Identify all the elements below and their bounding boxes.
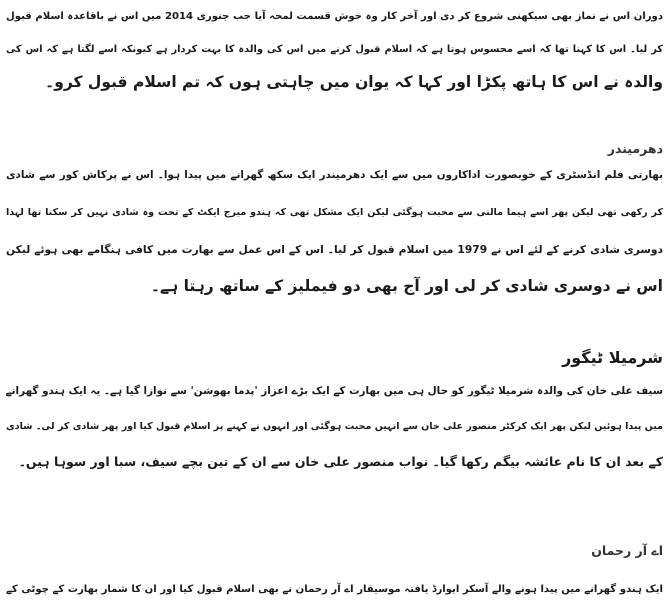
ar-rahman-paragraph (6, 572, 663, 600)
section-heading-dharmendra: دھرمیندر (607, 141, 663, 156)
paragraph-line: دوسری شادی کرنے کے لئے اس نے 1979 میں اسلام قبول کر لیا۔ اس کے اس عمل سے بھارت میں کافی ہنگامے بھی ہوئے لیکن (6, 243, 663, 256)
paragraph-line: میں پیدا ہوئیں لیکن پھر ایک کرکٹر منصور علی خان سے انہیں محبت ہوگئی اور انہوں نے کہنے پر اسلام قبول کیا اور پھر شادی کر لی۔ شادی (6, 421, 663, 432)
paragraph-line: ایک ہندو گھرانے میں پیدا ہونے والے آسکر ایوارڈ یافتہ موسیقار اے آر رحمان نے بھی اسلام قبول کیا اور ان کا شمار بھارت کے چوٹی کے (6, 584, 663, 595)
intro-paragraph (6, 0, 663, 99)
paragraph-line: بھارتی فلم انڈسٹری کے خوبصورت اداکاروں میں سے ایک دھرمیندر ایک سکھ گھرانے میں پیدا ہوا۔ اس نے پرکاش کور سے شادی (6, 169, 663, 181)
section-heading-sharmila-tagore: شرمیلا ٹیگور (562, 348, 663, 367)
paragraph-line: والدہ نے اس کا ہاتھ پکڑا اور کہا کہ یوان میں چاہتی ہوں کہ تم اسلام قبول کرو۔ (45, 73, 663, 91)
paragraph-line: کے بعد ان کا نام عائشہ بیگم رکھا گیا۔ نواب منصور علی خان سے ان کے تین بچے سیف، سبا اور سوہا ہیں۔ (18, 454, 663, 469)
paragraph-line: اس نے دوسری شادی کر لی اور آج بھی دو فیملیز کے ساتھ رہتا ہے۔ (150, 277, 663, 295)
paragraph-line: کر رکھی تھی لیکن پھر اسے ہیما مالنی سے محبت ہوگئی لیکن ایک مشکل تھی کہ ہندو میرج ایکٹ کے تحت وہ شادی نہیں کر سکتا تھا لہذا (6, 207, 663, 218)
paragraph-line: کر لیا۔ اس کا کہنا تھا کہ اسے محسوس ہوتا ہے کہ اسلام قبول کرنے میں اس کی والدہ کا بہت کردار ہے کیونکہ اسے لگتا ہے کہ اس کی (6, 44, 663, 55)
paragraph-line: سیف علی خان کی والدہ شرمیلا ٹیگور کو حال ہی میں بھارت کے ایک بڑے اعزاز 'پدما بھوشن' سے نوازا گیا ہے۔ یہ ایک ہندو گھرانے (6, 385, 663, 397)
section-heading-ar-rahman: اے آر رحمان (591, 543, 663, 558)
paragraph-line: دوران اس نے نماز بھی سیکھنی شروع کر دی اور آخر کار وہ خوش قسمت لمحہ آیا جب جنوری 2014 میں اس نے باقاعدہ اسلام قبول (6, 11, 663, 22)
sharmila-tagore-paragraph (6, 374, 663, 479)
dharmendra-paragraph (6, 157, 663, 305)
